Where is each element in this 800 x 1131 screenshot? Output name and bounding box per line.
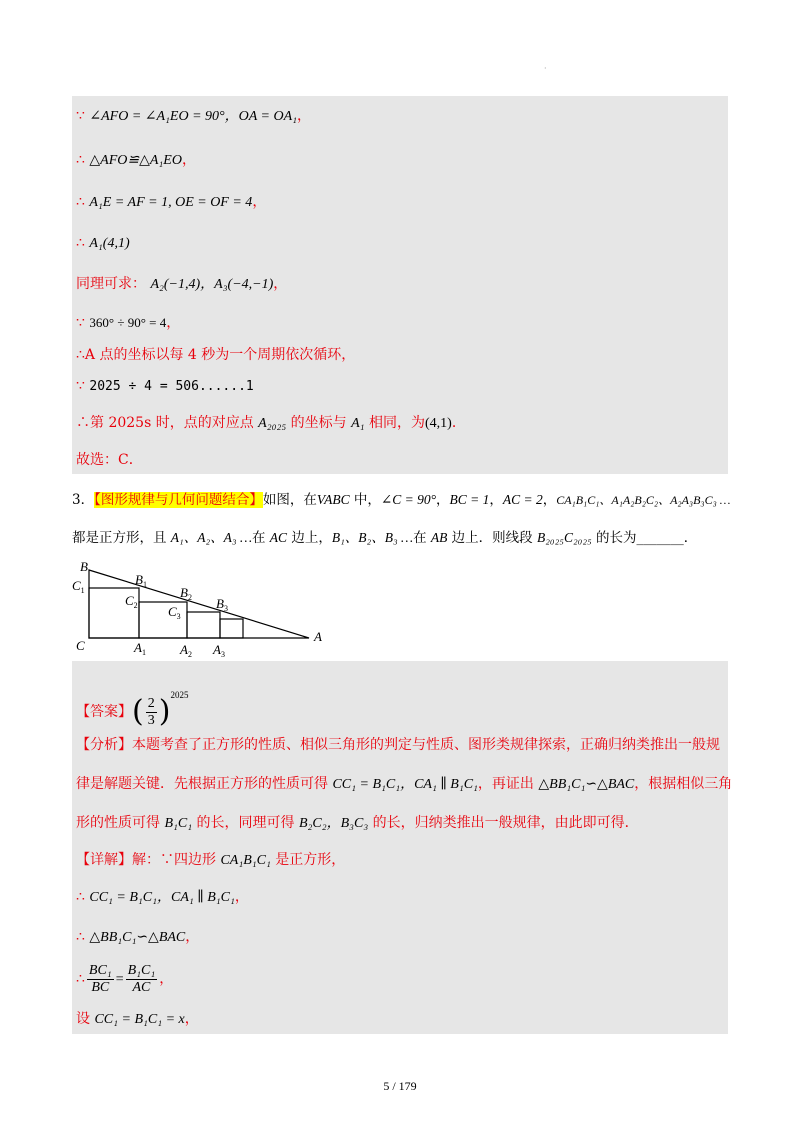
triangle-abc xyxy=(89,570,309,638)
analysis-line-1: 【分析】本题考查了正方形的性质、相似三角形的判定与性质、图形类规律探索，正确归纳类推出一般规 xyxy=(76,737,720,753)
sol-line-1: ∵ ∠AFO = ∠A₁EO = 90°，OA = OA₁， xyxy=(76,108,312,124)
sol-line-7: ∴A 点的坐标以每 4 秒为一个周期依次循环， xyxy=(76,347,356,363)
detail-line-4: ∴ $\frac{\text{BC₁}}{BC}$ = $\frac{\text{B₁C₁}}{AC}$ ， xyxy=(76,962,174,995)
square-3 xyxy=(187,612,220,638)
problem-line-2: 都是正方形，且 A₁、A₂、A₃ …在 AC 边上，B₁、B₂、B₃ …在 AB 边上．则线段 B₂₀₂₅C₂₀₂₅ 的长为_______． xyxy=(72,530,698,546)
corner-mark: · xyxy=(544,64,547,73)
detail-line-1: 【详解】解：∵四边形 CA₁B₁C₁ 是正方形， xyxy=(76,852,346,868)
label-C2: $C_2$ xyxy=(125,593,138,610)
square-4 xyxy=(220,619,243,638)
sol-line-9: ∴第 2025s 时，点的对应点 A₂₀₂₅ 的坐标与 A₁ 相同，为(4,1)． xyxy=(76,415,466,431)
sol-line-5: 同理可求： A₂(−1,4)，A₃(−4,−1)， xyxy=(76,276,288,292)
problem-line-1: 3．【图形规律与几何问题结合】如图，在VABC 中，∠C = 90°，BC = 1，AC = 2，CA₁B₁C₁、A₁A₂B₂C₂、A₂A₃B₃C₃ … xyxy=(72,492,731,508)
detail-line-5: 设 CC₁ = B₁C₁ = x， xyxy=(76,1011,199,1027)
page-number: 5 / 179 xyxy=(383,1079,417,1093)
label-C: C xyxy=(76,638,85,653)
label-A1: $A_1$ xyxy=(134,640,146,657)
label-A: A xyxy=(314,629,322,644)
label-A2: $A_2$ xyxy=(180,642,192,659)
ratio-left: $\frac{\text{BC₁}}{BC}$ xyxy=(88,962,112,995)
label-B3: $B_3$ xyxy=(216,596,228,613)
analysis-line-2: 律是解题关键．先根据正方形的性质可得 CC₁ = B₁C₁，CA₁ ∥ B₁C₁，再证出 △BB₁C₁∽△BAC，根据相似三角 xyxy=(76,776,733,792)
sol-line-4: ∴ A₁(4,1) xyxy=(76,235,130,251)
answer-line: 【答案】( $\frac{2}{3}$ )$^{2025}$ xyxy=(76,690,189,729)
label-B1: $B_1$ xyxy=(135,572,147,589)
sol-line-3: ∴ A₁E = AF = 1, OE = OF = 4， xyxy=(76,194,267,210)
label-C3: $C_3$ xyxy=(168,604,181,621)
sol-line-6: ∵ 360° ÷ 90° = 4， xyxy=(76,315,181,331)
sol-line-8: ∵ 2025 ÷ 4 = 506......1 xyxy=(76,378,254,394)
analysis-line-3: 形的性质可得 B₁C₁ 的长，同理可得 B₂C₂，B₃C₃ 的长，归纳类推出一般规律，由此即可得． xyxy=(76,815,639,831)
label-A3: $A_3$ xyxy=(213,642,225,659)
detail-label: 【详解】 xyxy=(76,852,132,868)
label-B: B xyxy=(80,560,88,574)
label-B2: $B_2$ xyxy=(180,585,192,602)
ratio-right: $\frac{\text{B₁C₁}}{AC}$ xyxy=(127,962,156,995)
label-C1: $C_1$ xyxy=(72,578,85,595)
triangle-figure xyxy=(70,560,340,660)
answer-label: 【答案】 xyxy=(76,704,132,720)
answer-fraction: $\frac{2}{3}$ xyxy=(147,695,155,728)
analysis-label: 【分析】 xyxy=(76,737,132,753)
sol-line-2: ∴ △AFO≌△A₁EO， xyxy=(76,152,196,168)
problem-tag: 【图形规律与几何问题结合】 xyxy=(94,492,263,508)
detail-line-2: ∴ CC₁ = B₁C₁，CA₁ ∥ B₁C₁， xyxy=(76,889,249,905)
sol-line-10: 故选：C． xyxy=(76,452,143,468)
detail-line-3: ∴ △BB₁C₁∽△BAC， xyxy=(76,929,200,945)
